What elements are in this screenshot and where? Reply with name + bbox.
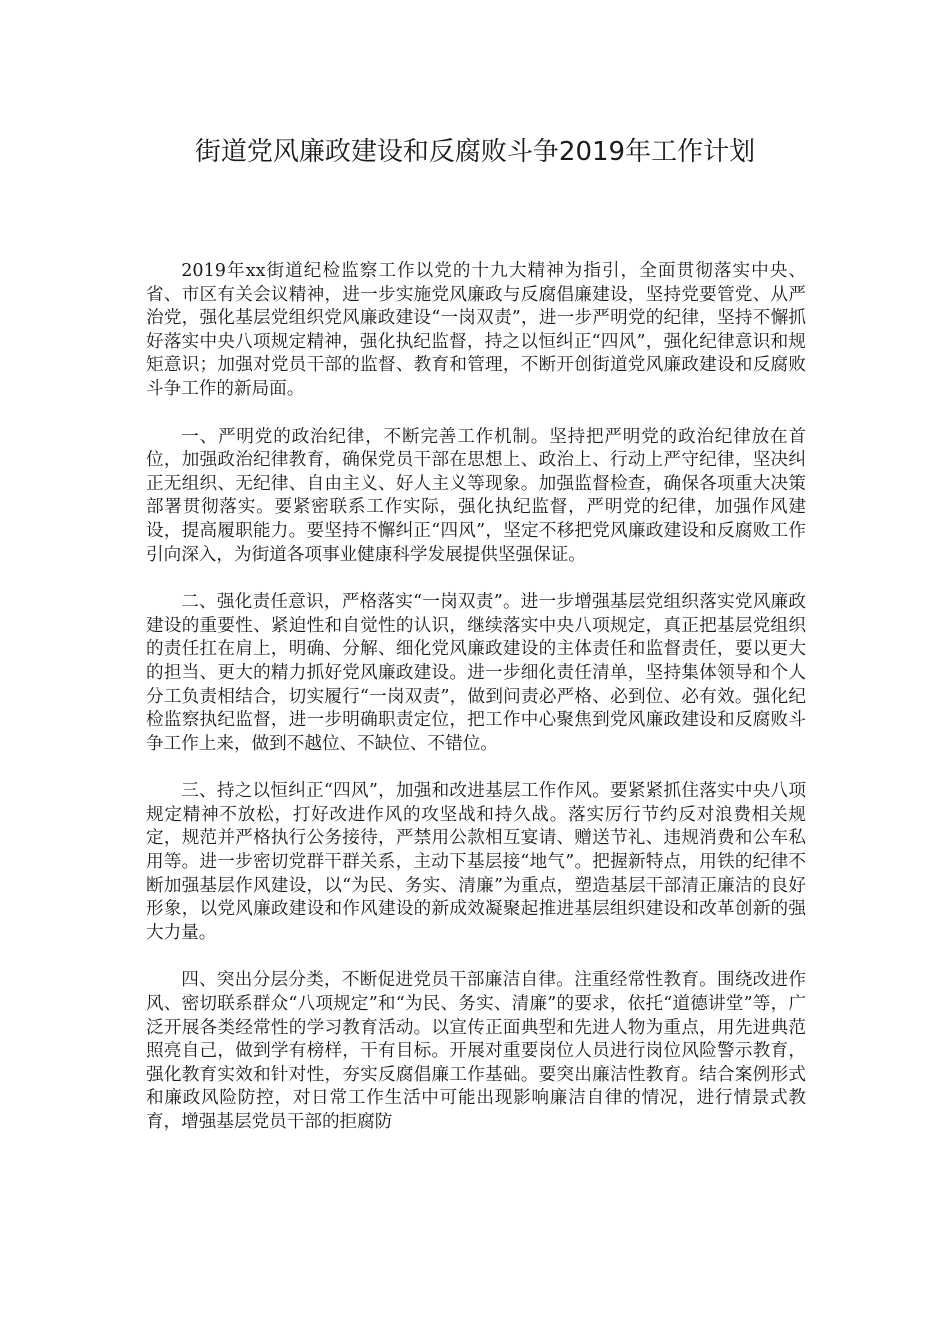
paragraph-section-4: 四、突出分层分类，不断促进党员干部廉洁自律。注重经常性教育。围绕改进作风、密切联系群众“八项规定”和“为民、务实、清廉”的要求，依托“道德讲堂”等，广泛开展各类经常性的学习教育活动。以宣传正面典型和先进人物为重点，用先进典范照亮自己，做到学有榜样，干有目标。开展对重要岗位人员进行岗位风险警示教育，强化教育实效和针对性，夯实反腐倡廉工作基础。要突出廉洁性教育。结合案例形式和廉政风险防控，对日常工作生活中可能出现影响廉洁自律的情况，进行情景式教育，增强基层党员干部的拒腐防	[146, 970, 806, 1132]
paragraph-section-2: 二、强化责任意识，严格落实“一岗双责”。进一步增强基层党组织落实党风廉政建设的重要性、紧迫性和自觉性的认识，继续落实中央八项规定，真正把基层党组织的责任扛在肩上，明确、分解、细化党风廉政建设的主体责任和监督责任，要以更大的担当、更大的精力抓好党风廉政建设。进一步细化责任清单，坚持集体领导和个人分工负责相结合，切实履行“一岗双责”，做到问责必严格、必到位、必有效。强化纪检监察执纪监督，进一步明确职责定位，把工作中心聚焦到党风廉政建设和反腐败斗争工作上来，做到不越位、不缺位、不错位。	[146, 592, 806, 754]
paragraph-intro: 2019年xx街道纪检监察工作以党的十九大精神为指引，全面贯彻落实中央、省、市区有关会议精神，进一步实施党风廉政与反腐倡廉建设，坚持党要管党、从严治党，强化基层党组织党风廉政建设“一岗双责”，进一步严明党的纪律，坚持不懈抓好落实中央八项规定精神，强化执纪监督，持之以恒纠正“四风”，强化纪律意识和规矩意识；加强对党员干部的监督、教育和管理，不断开创街道党风廉政建设和反腐败斗争工作的新局面。	[146, 261, 806, 399]
paragraph-section-1: 一、严明党的政治纪律，不断完善工作机制。坚持把严明党的政治纪律放在首位，加强政治纪律教育，确保党员干部在思想上、政治上、行动上严守纪律，坚决纠正无组织、无纪律、自由主义、好人主义等现象。加强监督检查，确保各项重大决策部署贯彻落实。要紧密联系工作实际，强化执纪监督，严明党的纪律，加强作风建设，提高履职能力。要坚持不懈纠正“四风”，坚定不移把党风廉政建设和反腐败工作引向深入，为街道各项事业健康科学发展提供坚强保证。	[146, 426, 806, 565]
document-body	[146, 260, 806, 1159]
paragraph-section-3: 三、持之以恒纠正“四风”，加强和改进基层工作作风。要紧紧抓住落实中央八项规定精神不放松，打好改进作风的攻坚战和持久战。落实厉行节约反对浪费相关规定，规范并严格执行公务接待，严禁用公款相互宴请、赠送节礼、违规消费和公车私用等。进一步密切党群干群关系，主动下基层接“地气”。把握新特点，用铁的纪律不断加强基层作风建设，以“为民、务实、清廉”为重点，塑造基层干部清正廉洁的良好形象，以党风廉政建设和作风建设的新成效凝聚起推进基层组织建设和改革创新的强大力量。	[146, 781, 806, 943]
document-title: 街道党风廉政建设和反腐败斗争2019年工作计划	[194, 137, 756, 167]
